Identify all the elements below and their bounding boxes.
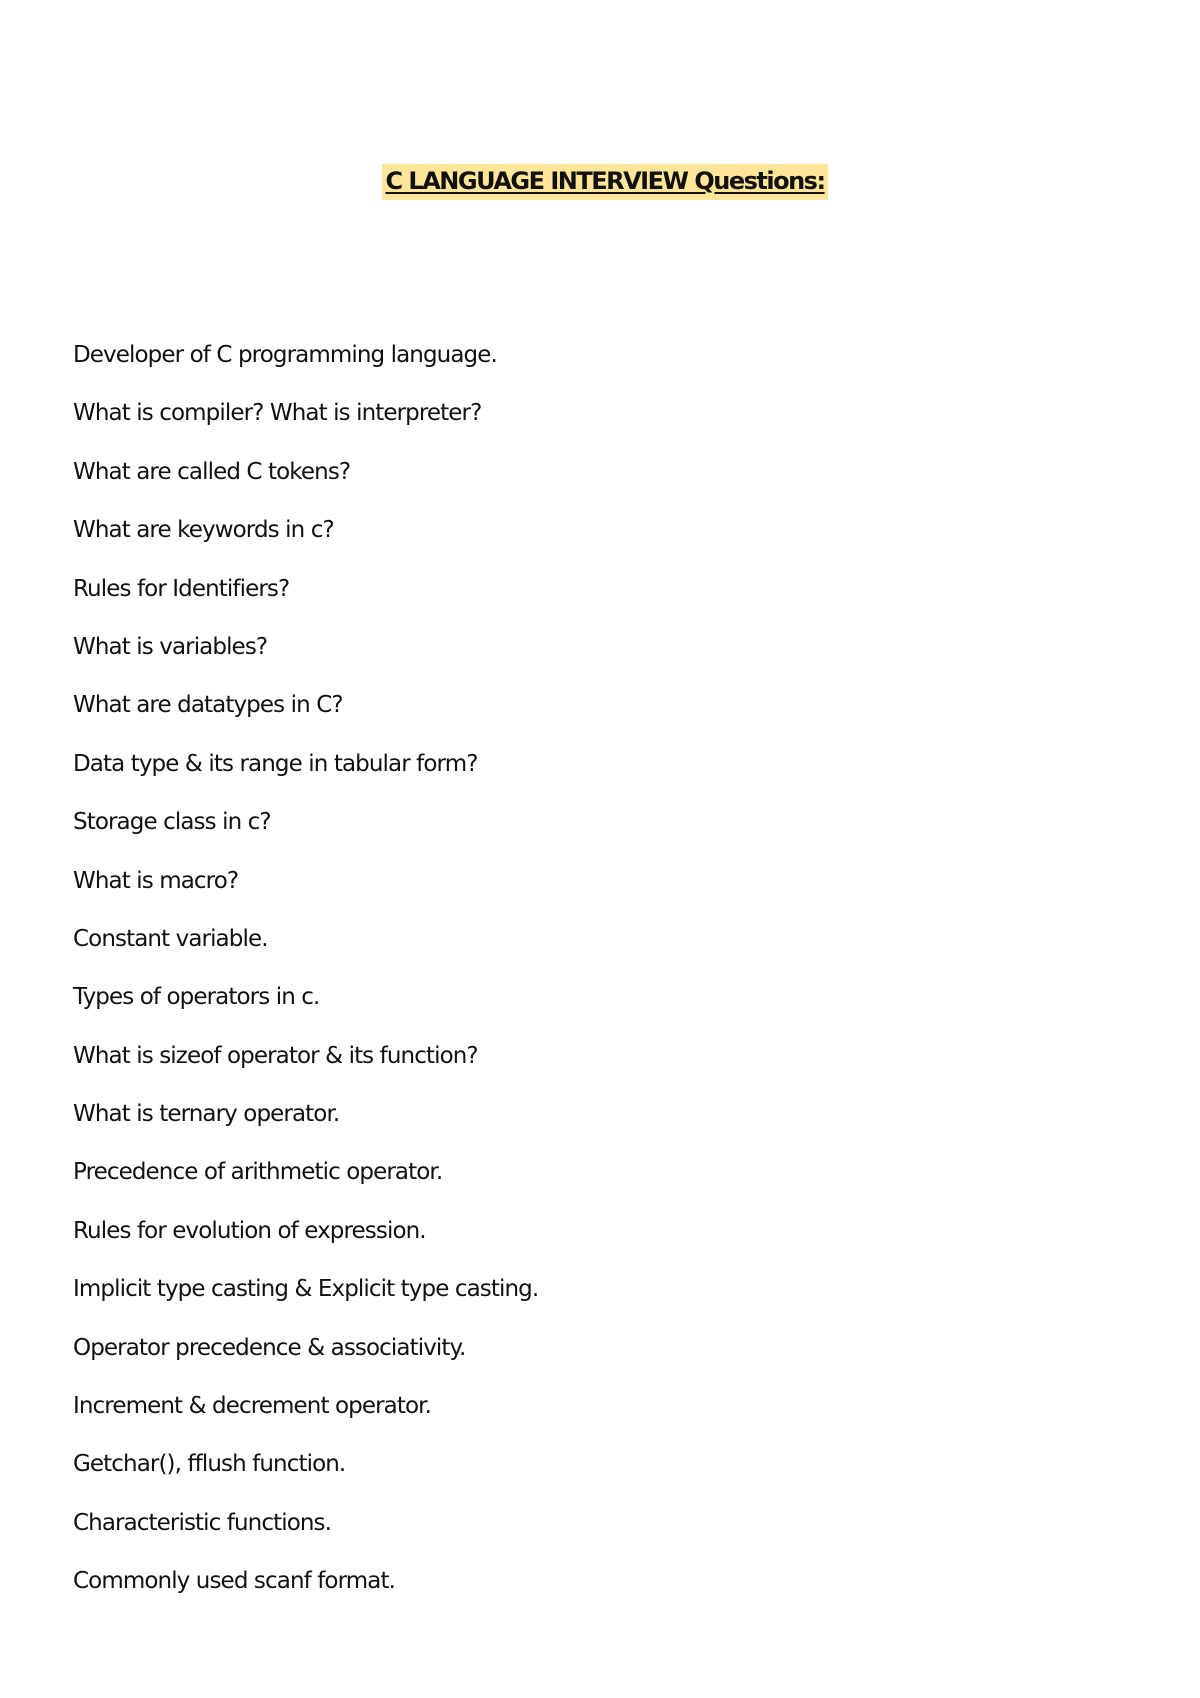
question-item: Precedence of arithmetic operator. [73,1159,443,1186]
page-title: C LANGUAGE INTERVIEW Questions: [382,164,827,200]
question-item: What are datatypes in C? [73,692,343,719]
question-item: Increment & decrement operator. [73,1393,431,1420]
title-container [0,164,1200,200]
question-item: What are keywords in c? [73,517,334,544]
question-item: Data type & its range in tabular form? [73,750,478,777]
question-item: Developer of C programming language. [73,342,497,368]
question-item: Getchar(), fflush function. [73,1451,346,1478]
question-list [73,340,538,1625]
question-item: Constant variable. [73,925,268,952]
question-item: What is sizeof operator & its function? [73,1042,478,1069]
question-item: Rules for Identifiers? [73,575,290,602]
question-item: Characteristic functions. [73,1509,332,1536]
question-item: What are called C tokens? [73,458,351,485]
question-item: What is compiler? What is interpreter? [73,400,482,427]
question-item: What is variables? [73,633,268,660]
question-item: Operator precedence & associativity. [73,1334,466,1361]
question-item: What is macro? [73,867,239,894]
question-item: Types of operators in c. [73,984,320,1011]
question-item: Rules for evolution of expression. [73,1217,426,1244]
question-item: Storage class in c? [73,809,271,836]
question-item: Commonly used scanf format. [73,1568,395,1595]
question-item: Implicit type casting & Explicit type casting. [73,1276,539,1303]
question-item: What is ternary operator. [73,1101,340,1128]
